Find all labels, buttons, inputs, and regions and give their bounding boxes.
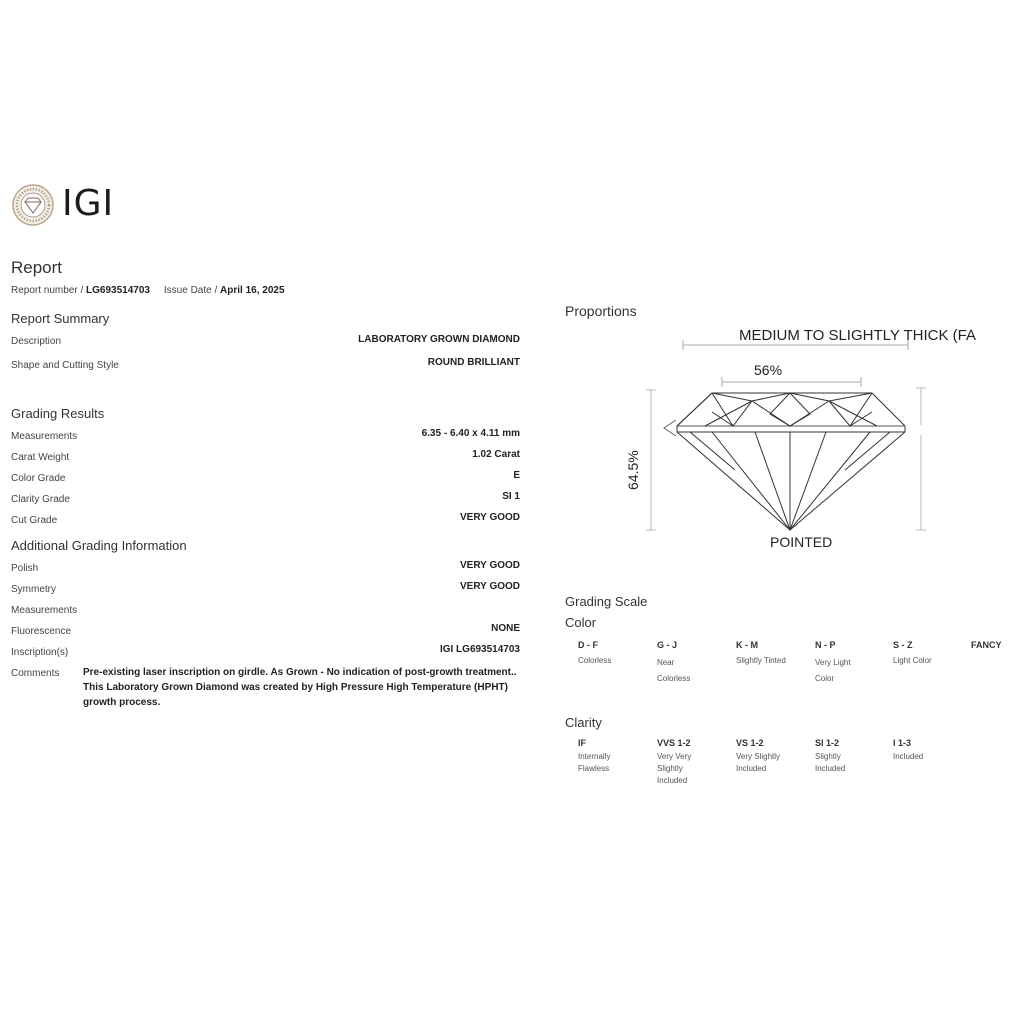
clarity-grade-head: I 1-3 [893,738,912,748]
additional-label: Inscription(s) [11,647,69,658]
color-grade-head: G - J [657,640,678,650]
additional-value: VERY GOOD [459,560,520,571]
clarity-grade-desc: Very Very Slightly Included [657,752,692,785]
clarity-grade-head: VS 1-2 [736,738,764,748]
grading-scale-title: Grading Scale [565,594,648,609]
color-grade-head: K - M [736,640,758,650]
color-grade-head: D - F [578,640,598,650]
additional-value: IGI LG693514703 [439,644,520,655]
additional-label: Symmetry [11,584,56,595]
depth-percent-label: 64.5% [625,450,641,490]
summary-value: ROUND BRILLIANT [427,357,520,368]
color-scale-title: Color [565,615,597,630]
additional-label: Polish [11,563,39,574]
igi-seal-icon [12,184,54,226]
color-grade-desc: Slightly Tinted [736,656,786,665]
girdle-label: MEDIUM TO SLIGHTLY THICK (FA [739,327,976,344]
report-number-label: Report number / [11,285,84,296]
grading-value: SI 1 [502,491,520,502]
grading-label: Clarity Grade [11,494,70,505]
clarity-grade-desc: Very Slightly Included [736,752,781,773]
grading-label: Carat Weight [11,452,70,463]
issue-date-label: Issue Date / [163,285,218,296]
color-grade-head: FANCY [971,640,1002,650]
grading-results-title: Grading Results [11,406,105,421]
grading-value: VERY GOOD [459,512,520,523]
additional-value: VERY GOOD [459,581,520,592]
clarity-grade-head: IF [578,738,586,748]
summary-label: Shape and Cutting Style [11,360,119,371]
grading-value: E [513,470,520,481]
summary-value: LABORATORY GROWN DIAMOND [358,334,520,345]
grading-label: Color Grade [11,473,66,484]
additional-label: Measurements [11,605,78,616]
report-title: Report [11,258,63,277]
color-grade-desc: Colorless [578,656,612,665]
additional-label: Fluorescence [11,626,72,637]
culet-label: POINTED [770,534,833,550]
color-grade-desc: Light Color [893,656,932,665]
grading-value: 6.35 - 6.40 x 4.11 mm [421,428,520,439]
report-summary-title: Report Summary [11,311,110,326]
additional-value: NONE [491,623,520,634]
table-percent-label: 56% [754,362,783,378]
summary-label: Description [11,336,62,347]
proportions-title: Proportions [565,303,637,319]
additional-grading-title: Additional Grading Information [11,538,187,553]
color-grade-head: N - P [815,640,836,650]
clarity-scale-title: Clarity [565,715,602,730]
report-number-value: LG693514703 [86,285,150,296]
comments-text: Pre-existing laser inscription on girdle. As Grown - No indication of post-growth treatment.. This Laboratory Grown Diamond was created by High Pressure High Temperature (HPHT) growth process. [83,667,517,708]
brand-logo-text: IGI [62,183,115,224]
diamond-proportions-diagram [600,320,1024,560]
clarity-grade-head: SI 1-2 [815,738,840,748]
clarity-grade-desc: Internally Flawless [578,752,611,773]
issue-date-value: April 16, 2025 [220,285,285,296]
clarity-grade-desc: Slightly Included [815,752,846,773]
comments-label: Comments [11,668,60,679]
grading-label: Measurements [11,431,78,442]
report-meta [11,285,285,296]
grading-value: 1.02 Carat [472,449,520,460]
color-grade-desc: Near Colorless [657,658,691,683]
clarity-grade-head: VVS 1-2 [657,738,691,748]
color-grade-desc: Very Light Color [815,658,851,683]
color-grade-head: S - Z [893,640,913,650]
clarity-grade-desc: Included [893,752,924,761]
grading-label: Cut Grade [11,515,58,526]
